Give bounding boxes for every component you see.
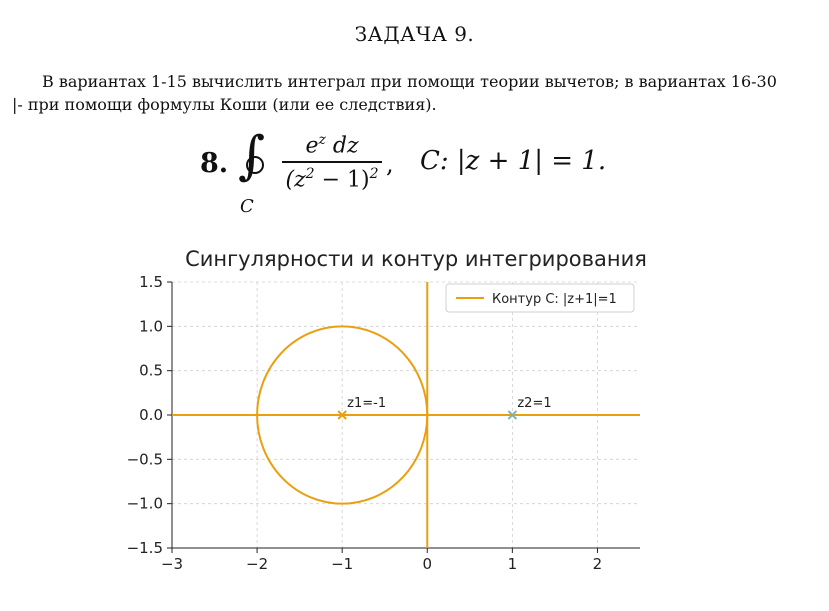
integrand-fraction bbox=[282, 132, 382, 194]
task-title: ЗАДАЧА 9. bbox=[354, 22, 475, 46]
contour-definition: C: |z + 1| = 1. bbox=[420, 146, 607, 176]
integrand-denominator: $(z^2 - 1)^2$ bbox=[285, 165, 379, 192]
x-tick-label: −3 bbox=[160, 555, 184, 573]
x-tick-label: 0 bbox=[422, 555, 433, 573]
variant-number: 8. bbox=[200, 148, 229, 179]
x-tick-label: 1 bbox=[507, 555, 518, 573]
x-tick-label: −1 bbox=[331, 555, 354, 573]
instructions-line-2: |- при помощи формулы Коши (или ее следствия). bbox=[12, 95, 437, 114]
integral-contour-subscript: C bbox=[240, 196, 254, 217]
instructions-line-1: В вариантах 1-15 вычислить интеграл при помощи теории вычетов; в вариантах 16-30 bbox=[42, 72, 777, 91]
y-tick-label: 0.5 bbox=[139, 361, 163, 380]
x-tick-label: −2 bbox=[246, 555, 269, 573]
fraction-bar bbox=[282, 161, 382, 163]
y-tick-label: −0.5 bbox=[126, 450, 163, 469]
y-tick-label: −1.5 bbox=[126, 539, 163, 557]
y-tick-label: 1.0 bbox=[139, 317, 163, 336]
x-tick-label: 2 bbox=[592, 555, 603, 573]
contour-integral-circle bbox=[246, 156, 264, 174]
instructions bbox=[12, 70, 802, 116]
integrand-numerator: $e^z$ dz bbox=[305, 132, 359, 159]
singularity-label-1: z1=-1 bbox=[347, 396, 387, 411]
singularity-label-2: z2=1 bbox=[517, 396, 552, 411]
integral-formula bbox=[200, 128, 670, 220]
contour-integral-sign: ∫ bbox=[238, 126, 266, 186]
formula-comma: , bbox=[386, 150, 394, 178]
singularity-chart bbox=[100, 236, 720, 576]
legend-label: Контур C: |z+1|=1 bbox=[492, 292, 617, 307]
y-tick-label: 1.5 bbox=[139, 273, 163, 291]
y-tick-label: −1.0 bbox=[126, 494, 163, 513]
y-tick-label: 0.0 bbox=[139, 406, 163, 424]
chart-svg bbox=[100, 236, 720, 576]
chart-title: Сингулярности и контур интегрирования bbox=[185, 247, 647, 271]
